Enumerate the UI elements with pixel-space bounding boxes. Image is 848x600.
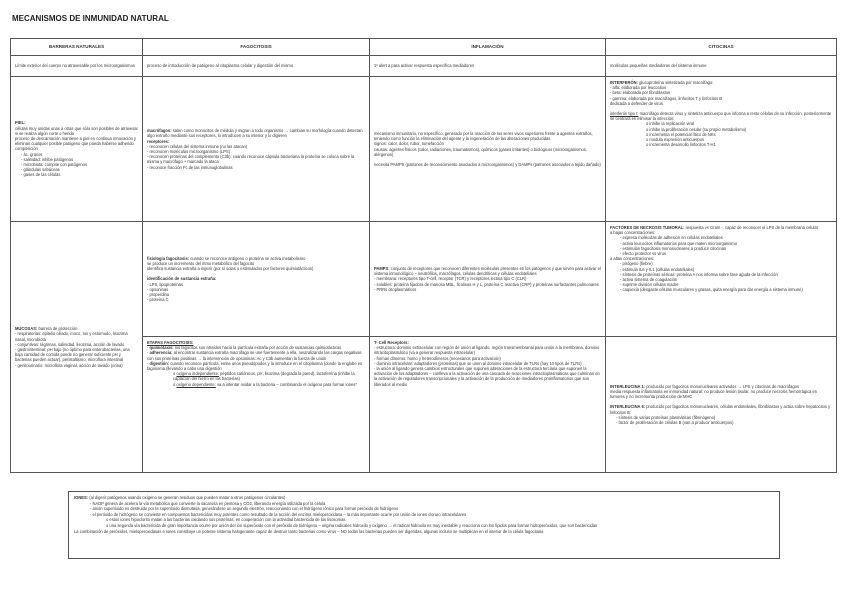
iones-label: IONES:: [74, 495, 89, 500]
tipo1-label: interferón tipo I:: [610, 111, 639, 117]
oxigeno-independiente-text: péptidos catiónicos, pH, lisozima (degrada la pared), lactoferrina (inhibe la captación del hierro en las bacterias): [173, 371, 355, 382]
tnf-alta-item: - pirógeno (fiebre): [620, 261, 832, 266]
iones-sub-item: o una segunda vía bactericida de gran importancia ocurre por unión del ión superóxido con el peróxido de hidrógeno – origina radicales hidroxilo y oxígeno → el radical hidroxilo es muy inestable y reacciona con los lípidos para formar hidroperóxidos, que son bactericidas: [96, 523, 774, 529]
quimiotaxis-label: quimiotaxis:: [149, 345, 174, 351]
def-citocinas: moléculas pequeñas mediadoras del sistema inmune: [606, 56, 837, 77]
tnf-cell: [606, 222, 837, 337]
receptor-item: - reconocen proteínas del complemento (C3b): cuando reconoce cápsula bacteriana la proteína se coloca sobre la misma y macrófago + marcado la ataca: [147, 154, 365, 164]
inflamacion-causas: causas: agentes físicos (calor, radiaciones, traumatismos), químicos (gases irritantes) o biológicos (microorganismos, alérgenos): [374, 146, 587, 157]
fisiologia-heading: fisiología fagocitosis:: [147, 255, 190, 261]
pamps-heading: PAMPS:: [374, 265, 390, 271]
digestion-text: cuando reconoce partícula, emite unos pseudópodos y la introduce en el citoplasma (donde la englobe en fagosoma (llevando a cabo una digestión: [147, 360, 363, 372]
tnf-baja-item: - activa leucocitos inflamatorios para que maten microorganismo: [620, 241, 832, 246]
identificacion-item: - opsoninas: [147, 287, 365, 292]
tnf-alta-item: - síntesis de proteínas séricas: proteína A nos informa sobre fase aguda de la infección: [620, 272, 832, 277]
mucosa-item: - conjuntivas: lágrimas, salinidad, lisozima, acción de lavado: [15, 342, 138, 347]
piel-line: composición: [15, 146, 38, 152]
tipo1-effect: o incrementa el potencial lítico de NKs: [636, 132, 832, 137]
tcell-item: - forman dímeros: homo y heterodímeros (necesarios para activación): [374, 356, 601, 361]
mucosas-heading: MUCOSAS:: [15, 326, 38, 332]
iones-box: [68, 491, 780, 559]
mucosas-cell: [11, 222, 143, 473]
tcell-heading: T- Cell Receptors:: [374, 340, 409, 345]
header-row: [11, 39, 837, 56]
interleucinas-cell: [606, 337, 837, 473]
macrofagos-text: salen como monocitos de médula y migran a todo organismo → cambian su morfología cuando detectan algo extraño mediante sus receptores, lo introducen a su interior y lo digieren: [147, 128, 363, 139]
iones-item: - el peróxido de hidrógeno se convierte en compuestos bactericidas muy potentes como resultado de la acción del enzima mieloperoxidasa – la más importante ocurre por unión de iones cloruro intracelulares: [90, 512, 774, 518]
interferon-label: INTERFERÓN:: [610, 80, 638, 85]
iones-item: - anión superóxido es destruido por la superóxido dismutasa, generándose un segundo electrón, reaccionando con el hidrógeno iónico para formar peróxido de hidrógeno: [90, 506, 774, 512]
digestion-label: digestión:: [149, 360, 170, 366]
header-citocinas: CITOCINAS: [606, 39, 837, 56]
def-fagocitosis: proceso de introducción de patógeno al citoplasma celular y digestión del mismo: [143, 56, 370, 77]
piel-cell: [11, 77, 143, 222]
iones-sub-item: o estos iones hipoclorito matan a las bacterias oxidando sus proteínas, en cooperación con la actividad bactericida de los lisosomas: [96, 517, 774, 523]
etapas-heading: ETAPAS FAGOCITOSIS:: [147, 340, 194, 345]
interferon-item: - beta: elaborada por fibroblastos: [610, 90, 832, 95]
mechanisms-table: [10, 38, 837, 473]
page-title: MECANISMOS DE INMUNIDAD NATURAL: [12, 14, 169, 23]
inflamacion-necesita: necesita PAMPS (patrones de reconocimiento asociados a microorganismos) y DAMPs (patrones asociados a tejido dañado): [374, 161, 601, 167]
tcell-item: - la unión al ligando genera cambios estructurales que suponen alteraciones de la estructura terciaria que suponen la activación de los adaptadores – conlleva a la activación de una cascada de reacciones intracitoplasmáticas que culminan en la activación de reguladores transcripcionales y la activación de la producción de mediadores proinflamatorios que son liberados al medio: [374, 366, 601, 387]
receptor-item: - reconocen células del sistema inmune (no las atacan): [147, 144, 365, 149]
tnf-intro: respuesta vs Gram -, capaz de reconocer el LPS de la membrana celular: [685, 225, 819, 230]
inflamacion-text: mecanismo inmunitario, no específico, generado por la reacción de los seres vivos superiores frente a agentes extraños, teniendo como función la eliminación del agente y la regeneración de las alteraciones producidas: [374, 130, 593, 142]
digestion-sub: [163, 382, 365, 387]
header-barreras: BARRERAS NATURALES: [11, 39, 143, 56]
tcell-item: - dominio intracelular: adaptadores (proteínas) que se unen al dominio intracelular de TLRs (hay 10 tipos de TLRs): [374, 361, 601, 366]
tipo1-effect: o inhibe la proliferación celular (su propio metabolismo): [636, 127, 832, 132]
def-inflamacion: 1º alert a para activar respuesta específica mediadores: [370, 56, 606, 77]
fisiologia-cell: [143, 222, 370, 337]
header-fagocitosis: FAGOCITOSIS: [143, 39, 370, 56]
interferon-tail: dedicada a defender de virus: [610, 100, 663, 106]
mucosa-item: - genitourinario: microflora vaginal, acción de lavado (orina): [15, 363, 138, 368]
il6-label: INTERLEUCINA 6:: [610, 404, 646, 410]
piel-item: - ác. grasos: [21, 152, 138, 157]
iones-intro: (al digerir patógenos usando oxígeno se generan residuos que pueden matar a otros patógenos circulantes): [89, 495, 286, 500]
il1-text: producido por fagocitos mononucleares activados → LPS y citocinas de macrófagos: [646, 383, 799, 389]
macrofagos-heading: macrófagos:: [147, 128, 172, 134]
tcell-cell: [370, 337, 606, 473]
mucosa-item: - gastrointestinal: pH bajo (no óptimo para enterobacterias, una baja cantidad de comida puede no generar suficiente pH y bacterias pueden actuar), peristaltismo, microflora intestinal: [15, 347, 138, 363]
il6-item: - síntesis de varias proteínas plasmáticas (fibrinógeno): [616, 415, 832, 420]
tnf-alta-item: - caquexia (desgaste células musculares y grasas, quita energía para dar energía a sistema inmune): [620, 287, 832, 292]
tipo1-effect: o inhibe la replicación viral: [636, 121, 832, 126]
oxigeno-dependiente-text: va a intentar oxidar a la bacteria – combinando el oxígeno para formar iones*: [216, 381, 357, 387]
pamps-item: - PRRs citoplasmáticos: [374, 287, 601, 292]
identificacion-item: - proteína C: [147, 297, 365, 302]
tnf-baja-label: a bajas concentraciones:: [610, 230, 656, 236]
tipo1-text: macrófago detecta virus y sintetiza anticuerpo que informa a resto células de su infección, posteriormente se centrará en eliminar la infección:: [610, 111, 832, 122]
mucosa-item: - respiratorias: epitelio ciliado, moco, tos y estornudo, lisozima nasal, microbiota: [15, 331, 138, 341]
interferon-cell: [606, 77, 837, 222]
macrofagos-cell: [143, 77, 370, 222]
il6-item: - factor de proliferación de células B (van a producir anticuerpos): [616, 420, 832, 425]
il1-detail: media respuesta inflamatoria en inmunidad natural; no produce lesión tisular, no produce necrosis hemorrágica en tumores y no incrementa producción de MHC: [610, 388, 818, 400]
quimiotaxis-text: los fagocitos son atraídos hacia la partícula extraña por acción de sustancias quimiotácticas: [174, 345, 342, 351]
oxigeno-dependiente-label: oxígeno dependiente:: [176, 381, 216, 387]
tnf-alta-item: - estimula IL6 y IL1 (células endoteliales): [620, 267, 832, 272]
identificacion-heading: identificación de sustancia extraña:: [147, 276, 217, 282]
pamps-item: - membrana: receptores tipo T-cell, receptor (TCR) y receptores lectina tipo C (CLR): [374, 276, 601, 281]
etapas-cell: [143, 337, 370, 473]
piel-line: proceso de descamación mantiene a piel en continua renovación y eliminan cualquier posible patógeno que pueda haberse adherido: [15, 135, 137, 147]
digestion-sub: [163, 371, 365, 381]
tipo1-effect: o modula expresión anticuerpos: [636, 137, 832, 142]
tnf-alta-label: a altas concentraciones:: [610, 256, 655, 262]
pamps-item: - solubles: proteína fijadora de manosa MBL, ficolinas H y L, proteína C reactiva (CRP) y proteínas surfactantes pulmonares: [374, 282, 601, 287]
receptores-label: receptores:: [147, 138, 170, 144]
piel-line: células muy unidas unas a otras que sólo son posibles de atravesar si se realiza algún corte o herida: [15, 125, 138, 136]
tnf-alta-item: - suprime división células madre: [620, 282, 832, 287]
identificacion-item: - LPS, lipoproteínas: [147, 282, 365, 287]
tnf-baja-item: - expresa moléculas de adhesión en células endoteliales: [620, 235, 832, 240]
etapa-item: [147, 350, 365, 360]
receptor-item: - reconocen moléculas microorganismo (LPS): [147, 149, 365, 154]
piel-item: - gases de las células: [21, 172, 138, 177]
interferon-item: - alfa: elaborada por leucocitos: [610, 85, 832, 90]
tipo1-effect: o incrementa desarrollo linfocitos T-H1: [636, 142, 832, 147]
header-inflamacion: INFLAMACIÓN: [370, 39, 606, 56]
tnf-heading: FACTORES DE NECROSIS TUMORAL:: [610, 225, 685, 230]
identificacion-item: - properdina: [147, 292, 365, 297]
def-barreras: Límite exterior del cuerpo no atravesable por los microorganismos: [11, 56, 143, 77]
row-3: [11, 222, 837, 337]
inflamacion-def-cell: [370, 77, 606, 222]
piel-heading: PIEL:: [15, 120, 26, 126]
piel-item: - glándulas sebáceas: [21, 167, 138, 172]
definition-row: [11, 56, 837, 77]
oxigeno-independiente-label: oxígeno independiente:: [176, 371, 219, 377]
mucosas-intro: barrera de protección: [38, 326, 78, 332]
iones-item: - NADP genera de acelera la vía metabólica que convierte la sacarosa en pentosa y CO2, liberando energía utilizada por la célula: [90, 501, 774, 507]
tcell-item: - estructura: dominio extracelular con región de unión al ligando, región transmembranal para unión a la membrana, dominio intracitoplasmático (va a generar respuesta intracelular): [374, 345, 601, 355]
pamps-text: conjunto de receptores que reconocen diferentes moléculas presentes en los patógenos y que sirven para activar el sistema inmunológico – neutrófilos, macrófagos, células dendríticas y células endoteliales: [374, 265, 601, 277]
fisiologia-text: cuando se reconoce antígeno o proteína se activa metabolismo: [190, 255, 306, 261]
fisiologia-text: se produce un incremento del ritmo metabólico del fagocito: [147, 260, 255, 266]
pamps-cell: [370, 222, 606, 337]
tnf-baja-item: - estimulan fagocitosis mononucleares a producir citocinas: [620, 246, 832, 251]
adherencia-text: al encontrar sustancia extraña macrófago se une fuertemente a ella, neutralizando las cargas negativas con sus proteínas positivas → la intervención de opsoninas: Ac y C3b aumentan la fuerza de unión: [147, 350, 362, 361]
tnf-baja-item: - efecto protector vs virus: [620, 251, 832, 256]
inflamacion-signos: signos: calor, dolor, rubor, tumefacción: [374, 141, 444, 147]
receptor-item: - reconoce fracción Fc de las inmunoglobulinas: [147, 165, 365, 170]
tnf-alta-item: - activa sistema de coagulación: [620, 277, 832, 282]
interferon-item: - gamma: elaborada por macrófagos, linfocitos T y linfocitos B: [610, 96, 832, 101]
il1-label: INTERLEUCINA 1:: [610, 383, 646, 389]
etapa-item: [147, 361, 365, 371]
il6-text: producido por fagocitos mononucleares, células endoteliales, fibroblastos y actúa sobre hepatocitos y linfocitos B:: [610, 404, 831, 415]
row-2: [11, 77, 837, 222]
piel-item: - microbiota: compite con patógenos: [21, 162, 138, 167]
adherencia-label: adherencia:: [149, 350, 173, 356]
fisiologia-text: identifica sustancia extraña a ingerir (por sí solas o estimulados por factores quimiotácticos): [147, 266, 314, 272]
interferon-text: glucoproteína sintetizada por macrófago:: [639, 80, 714, 85]
iones-footer: La combinación de peróxidos, mieloperoxidasas e iones constituye un potente sistema halogenante capaz de destruir tanto bacterias como virus – NO todas las bacterias pueden ser digeridas, algunas incluso se multiplican en el interior de la célula fagocitaria: [74, 528, 544, 534]
piel-item: - salinidad: inhibe patógenos: [21, 157, 138, 162]
